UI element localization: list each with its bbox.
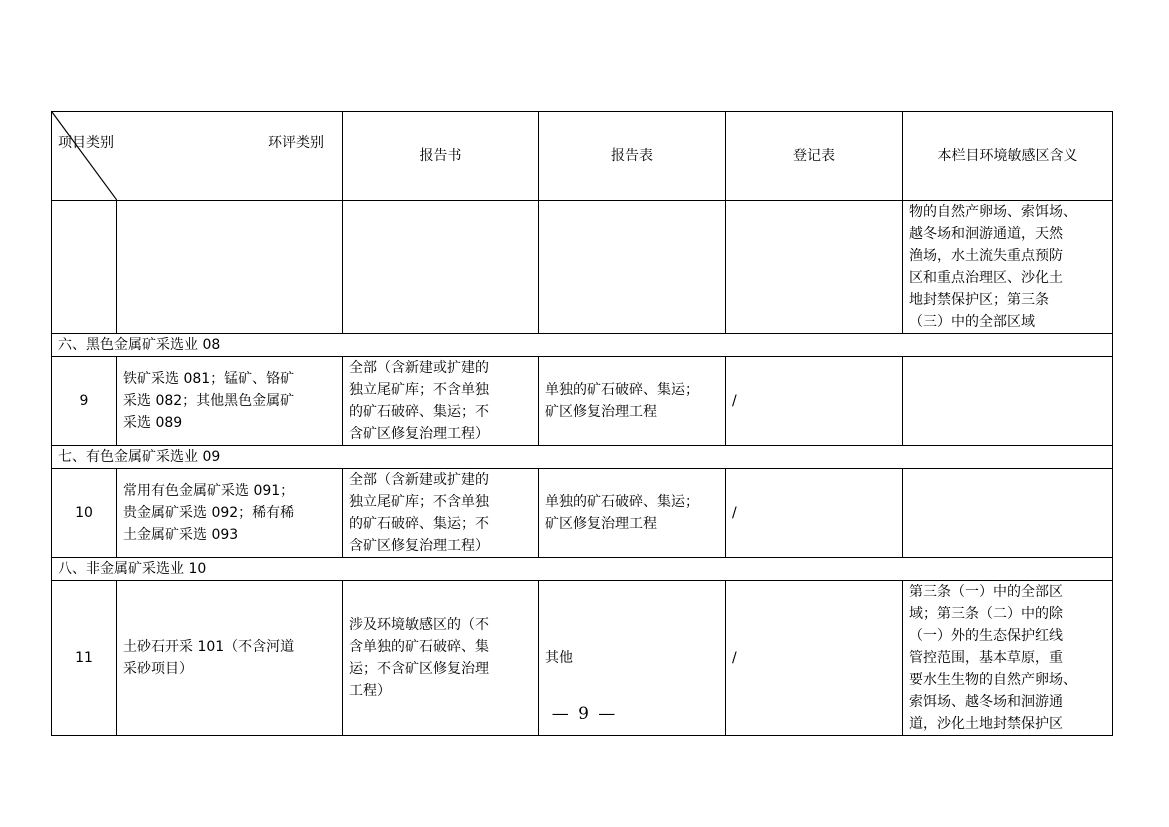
report-form-cell: 单独的矿石破碎、集运； 矿区修复治理工程 xyxy=(539,357,726,446)
table-row xyxy=(52,357,1113,446)
report-form-cell: 单独的矿石破碎、集运； 矿区修复治理工程 xyxy=(539,469,726,558)
classification-table xyxy=(51,111,1113,736)
empty-cell xyxy=(52,201,117,334)
sensitive-area-header: 本栏目环境敏感区含义 xyxy=(903,112,1113,201)
report-book-cell: 全部（含新建或扩建的 独立尾矿库；不含单独 的矿石破碎、集运；不 含矿区修复治理工程） xyxy=(343,469,539,558)
section-title: 八、非金属矿采选业 10 xyxy=(52,558,1113,581)
empty-cell xyxy=(343,201,539,334)
report-form-header: 报告表 xyxy=(539,112,726,201)
section-row xyxy=(52,446,1113,469)
registration-cell: / xyxy=(726,469,903,558)
report-book-cell: 涉及环境敏感区的（不 含单独的矿石破碎、集 运；不含矿区修复治理 工程） xyxy=(343,581,539,736)
table-row xyxy=(52,469,1113,558)
section-row xyxy=(52,334,1113,357)
diagonal-line xyxy=(52,112,342,200)
report-book-header: 报告书 xyxy=(343,112,539,201)
registration-form-header: 登记表 xyxy=(726,112,903,201)
report-book-cell: 全部（含新建或扩建的 独立尾矿库；不含单独 的矿石破碎、集运；不 含矿区修复治理工程） xyxy=(343,357,539,446)
sensitive-area-cell: 物的自然产卵场、索饵场、 越冬场和洄游通道，天然 渔场，水土流失重点预防 区和重点治理区、沙化土 地封禁保护区；第三条 （三）中的全部区域 xyxy=(903,201,1113,334)
page-number: — 9 — xyxy=(551,704,618,724)
diagonal-header-cell xyxy=(52,112,343,201)
empty-cell xyxy=(726,201,903,334)
project-cell: 常用有色金属矿采选 091； 贵金属矿采选 092；稀有稀 土金属矿采选 093 xyxy=(117,469,343,558)
sensitive-area-cell xyxy=(903,469,1113,558)
section-title: 七、有色金属矿采选业 09 xyxy=(52,446,1113,469)
empty-cell xyxy=(117,201,343,334)
sensitive-area-cell: 第三条（一）中的全部区 域；第三条（二）中的除 （一）外的生态保护红线 管控范围，基本草原，重 要水生生物的自然产卵场、 索饵场、越冬场和洄游通 道，沙化土地封禁保护区 xyxy=(903,581,1113,736)
registration-cell: / xyxy=(726,357,903,446)
table-row-continued xyxy=(52,201,1113,334)
project-cell: 土砂石开采 101（不含河道 采砂项目） xyxy=(117,581,343,736)
row-number: 10 xyxy=(52,469,117,558)
section-title: 六、黑色金属矿采选业 08 xyxy=(52,334,1113,357)
sensitive-area-cell xyxy=(903,357,1113,446)
project-category-label: 项目类别 xyxy=(58,135,114,151)
registration-cell: / xyxy=(726,581,903,736)
empty-cell xyxy=(539,201,726,334)
table-header-row xyxy=(52,112,1113,201)
report-form-cell: 其他 xyxy=(539,581,726,736)
eia-category-label: 环评类别 xyxy=(268,135,324,151)
row-number: 11 xyxy=(52,581,117,736)
section-row xyxy=(52,558,1113,581)
row-number: 9 xyxy=(52,357,117,446)
project-cell: 铁矿采选 081；锰矿、铬矿 采选 082；其他黑色金属矿 采选 089 xyxy=(117,357,343,446)
